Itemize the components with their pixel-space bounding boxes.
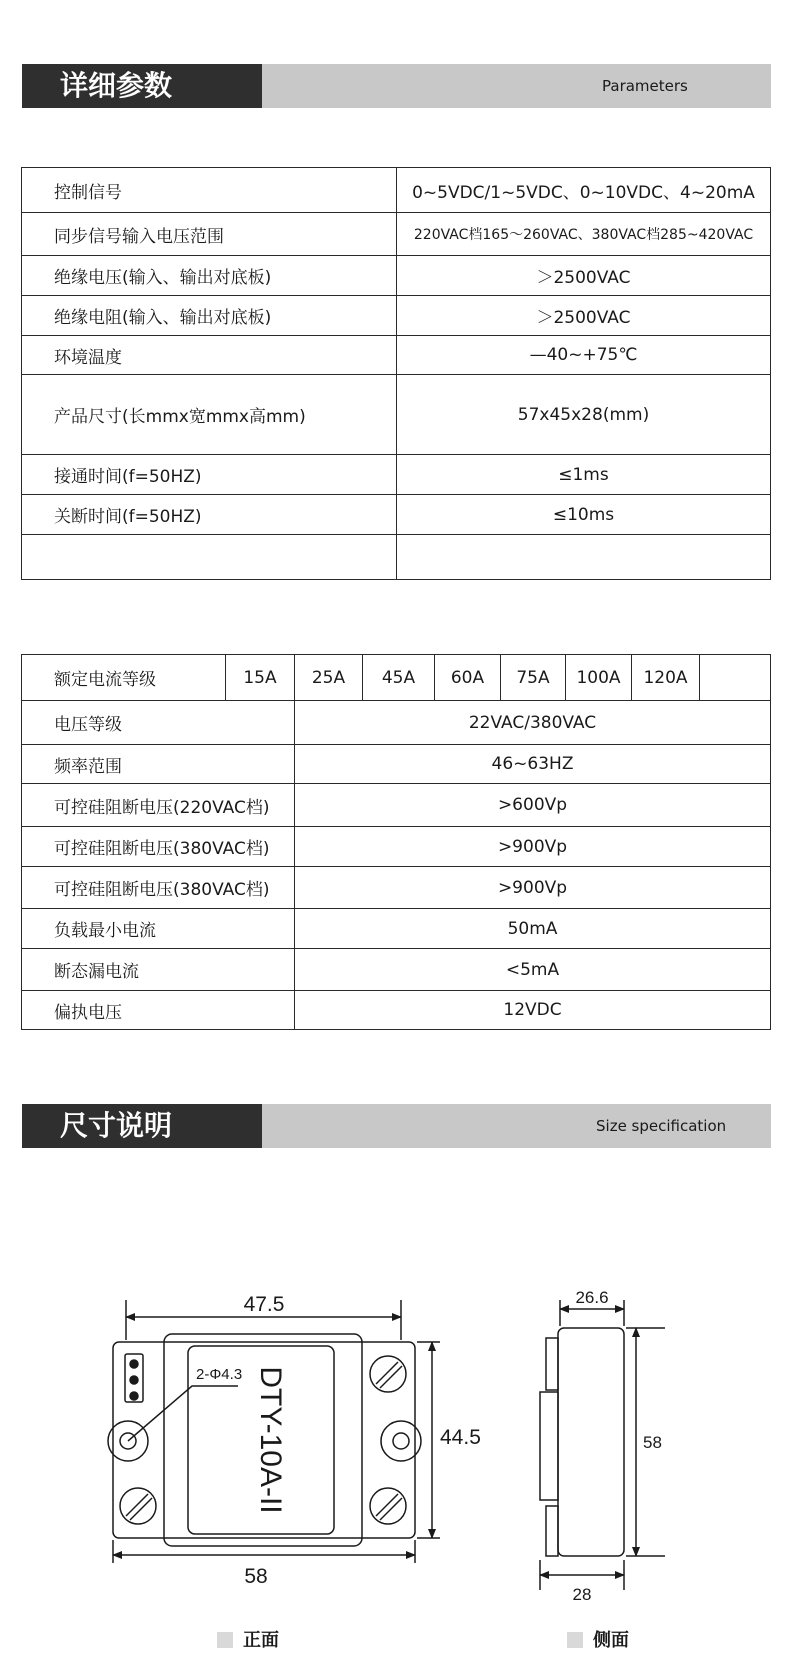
legend-square-icon [217, 1632, 233, 1648]
param-value: 57x45x28(mm) [397, 375, 771, 455]
param-value: ≤10ms [397, 495, 771, 535]
param-value: <5mA [295, 949, 771, 991]
section-title-cn: 尺寸说明 [22, 1104, 262, 1148]
current-cell: 25A [295, 655, 363, 701]
param-value: 22VAC/380VAC [295, 701, 771, 745]
param-label: 可控硅阻断电压(380VAC档) [22, 827, 295, 867]
section-title-en: Size specification [596, 1117, 727, 1135]
param-value: ＞2500VAC [397, 256, 771, 296]
current-cell: 60A [435, 655, 501, 701]
param-label: 绝缘电阻(输入、输出对底板) [22, 296, 397, 336]
side-view-caption [567, 1626, 629, 1652]
param-value: ≤1ms [397, 455, 771, 495]
side-width-bottom-label: 28 [572, 1585, 592, 1604]
param-label: 接通时间(f=50HZ) [22, 455, 397, 495]
param-value: 12VDC [295, 991, 771, 1030]
front-width-bottom-label: 58 [244, 1565, 268, 1588]
side-width-top-label: 26.6 [575, 1288, 609, 1307]
param-value: 50mA [295, 909, 771, 949]
side-height-label: 58 [643, 1433, 662, 1452]
current-cell: 15A [226, 655, 295, 701]
front-height-label: 44.5 [440, 1426, 481, 1449]
param-label: 关断时间(f=50HZ) [22, 495, 397, 535]
front-width-top-label: 47.5 [243, 1293, 285, 1316]
section-title-en: Parameters [602, 77, 688, 95]
hole-note-label: 2-Φ4.3 [196, 1366, 243, 1383]
param-label: 产品尺寸(长mmx宽mmx高mm) [22, 375, 397, 455]
front-view-caption-text: 正面 [243, 1630, 279, 1651]
param-label: 负载最小电流 [22, 909, 295, 949]
current-cell: 120A [632, 655, 700, 701]
current-cell: 100A [566, 655, 632, 701]
param-label: 电压等级 [22, 701, 295, 745]
param-label: 绝缘电压(输入、输出对底板) [22, 256, 397, 296]
current-grade-label: 额定电流等级 [22, 655, 226, 701]
param-label: 断态漏电流 [22, 949, 295, 991]
param-value: 220VAC档165～260VAC、380VAC档285~420VAC [397, 213, 771, 256]
param-label: 同步信号输入电压范围 [22, 213, 397, 256]
param-label: 可控硅阻断电压(380VAC档) [22, 867, 295, 909]
param-value: >900Vp [295, 867, 771, 909]
param-value: >900Vp [295, 827, 771, 867]
front-view-caption [217, 1626, 279, 1652]
param-label: 可控硅阻断电压(220VAC档) [22, 784, 295, 827]
side-view-caption-text: 侧面 [593, 1630, 629, 1651]
current-cell: 75A [501, 655, 566, 701]
param-value: ＞2500VAC [397, 296, 771, 336]
section-title-cn: 详细参数 [22, 64, 262, 108]
param-value: —40~+75℃ [397, 336, 771, 375]
param-label: 环境温度 [22, 336, 397, 375]
legend-square-icon [567, 1632, 583, 1648]
param-value: >600Vp [295, 784, 771, 827]
param-value: 46~63HZ [295, 745, 771, 784]
current-cell: 45A [363, 655, 435, 701]
param-label: 控制信号 [22, 168, 397, 213]
model-label: DTY-10A-II [254, 1366, 287, 1514]
param-label: 频率范围 [22, 745, 295, 784]
param-value: 0~5VDC/1~5VDC、0~10VDC、4~20mA [397, 168, 771, 213]
param-label: 偏执电压 [22, 991, 295, 1030]
